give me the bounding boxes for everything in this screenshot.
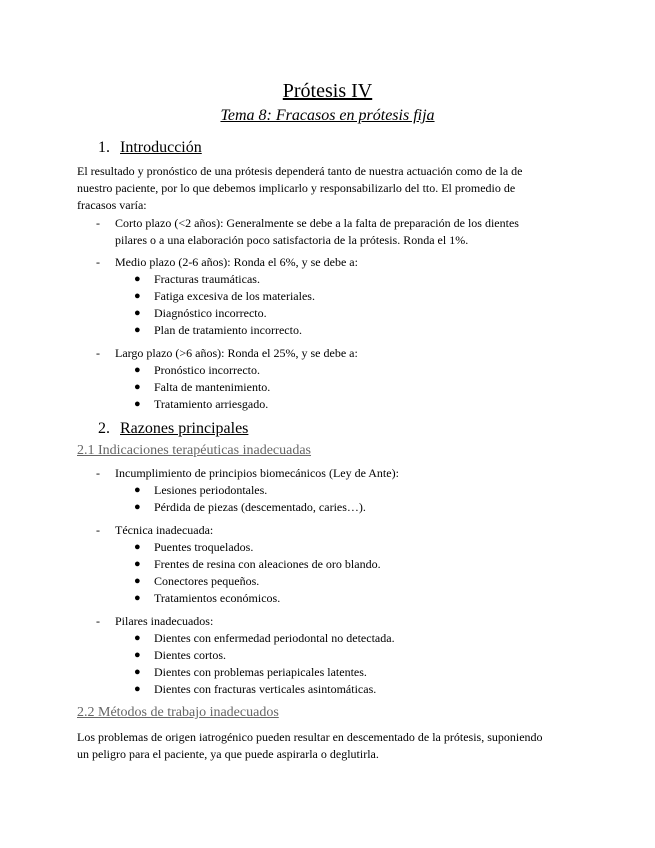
section-title: Introducción [120,139,202,156]
subsection-heading-2-1: 2.1 Indicaciones terapéuticas inadecuadas [77,443,312,458]
list-item-text: Corto plazo (<2 años): Generalmente se debe a la falta de preparación de los dientes [115,216,519,230]
bullet-text: Dientes con enfermedad periodontal no detectada. [154,631,395,645]
paragraph-line: nuestro paciente, por lo que debemos implicarlo y responsabilizarlo del tto. El promedio de [77,181,516,195]
list-item-tecnica [96,522,213,539]
bullet-text: Pérdida de piezas (descementado, caries…). [154,500,366,514]
metodos-paragraph [77,729,577,763]
bullet-item [134,499,366,516]
bullet-icon: ● [134,307,141,319]
list-item-principios [96,465,399,482]
bullet-item [134,539,254,556]
bullet-text: Dientes cortos. [154,648,226,662]
bullet-item [134,305,267,322]
dash-marker: - [96,466,100,480]
dash-marker: - [96,346,100,360]
paragraph-line: fracasos varía: [77,198,147,212]
bullet-icon: ● [134,398,141,410]
bullet-item [134,647,226,664]
bullet-text: Lesiones periodontales. [154,483,268,497]
dash-marker: - [96,614,100,628]
bullet-icon: ● [134,666,141,678]
paragraph-line: El resultado y pronóstico de una prótesis dependerá tanto de nuestra actuación como de la de [77,164,523,178]
dash-marker: - [96,216,100,230]
bullet-icon: ● [134,592,141,604]
bullet-text: Dientes con problemas periapicales latentes. [154,665,367,679]
bullet-item [134,482,268,499]
bullet-item [134,288,315,305]
bullet-text: Conectores pequeños. [154,574,260,588]
bullet-text: Fracturas traumáticas. [154,272,260,286]
bullet-item [134,681,377,698]
list-item-text: Pilares inadecuados: [115,614,214,628]
bullet-text: Dientes con fracturas verticales asintomáticas. [154,682,377,696]
bullet-icon: ● [134,290,141,302]
bullet-text: Pronóstico incorrecto. [154,363,260,377]
bullet-text: Falta de mantenimiento. [154,380,271,394]
list-item-text: Incumplimiento de principios biomecánicos (Ley de Ante): [115,466,399,480]
list-item-pilares [96,613,213,630]
list-item-text: Técnica inadecuada: [115,523,214,537]
bullet-item [134,271,260,288]
bullet-item [134,379,271,396]
bullet-text: Tratamientos económicos. [154,591,281,605]
bullet-icon: ● [134,558,141,570]
subsection-heading-2-2: 2.2 Métodos de trabajo inadecuados [77,705,279,720]
section-heading-introduccion [98,138,202,158]
bullet-item [134,590,281,607]
bullet-text: Diagnóstico incorrecto. [154,306,267,320]
bullet-text: Frentes de resina con aleaciones de oro blando. [154,557,381,571]
bullet-icon: ● [134,683,141,695]
bullet-item [134,362,260,379]
list-item-medio-plazo [96,254,358,271]
section-number: 1. [98,139,110,156]
bullet-text: Plan de tratamiento incorrecto. [154,323,302,337]
dash-marker: - [96,255,100,269]
bullet-text: Fatiga excesiva de los materiales. [154,289,315,303]
bullet-item [134,322,302,339]
bullet-icon: ● [134,541,141,553]
bullet-icon: ● [134,649,141,661]
document-subtitle: Tema 8: Fracasos en prótesis fija [220,107,435,124]
section-title: Razones principales [120,420,249,437]
bullet-text: Puentes troquelados. [154,540,254,554]
bullet-item [134,630,395,647]
list-item-text: pilares o a una elaboración poco satisfactoria de la prótesis. Ronda el 1%. [115,233,469,247]
bullet-icon: ● [134,273,141,285]
bullet-item [134,573,260,590]
paragraph-line: un peligro para el paciente, ya que puede aspirarla o deglutirla. [77,747,379,761]
list-item-corto-plazo [96,215,519,249]
bullet-item [134,396,269,413]
bullet-icon: ● [134,501,141,513]
list-item-largo-plazo [96,345,358,362]
bullet-icon: ● [134,632,141,644]
document-title: Prótesis IV [282,80,373,102]
dash-marker: - [96,523,100,537]
bullet-icon: ● [134,575,141,587]
section-heading-razones [98,419,248,439]
section-number: 2. [98,420,110,437]
intro-paragraph [77,163,577,214]
bullet-icon: ● [134,324,141,336]
bullet-item [134,664,367,681]
bullet-item [134,556,381,573]
bullet-text: Tratamiento arriesgado. [154,397,269,411]
bullet-icon: ● [134,484,141,496]
bullet-icon: ● [134,381,141,393]
list-item-text: Largo plazo (>6 años): Ronda el 25%, y se debe a: [115,346,358,360]
paragraph-line: Los problemas de origen iatrogénico pueden resultar en descementado de la prótesis, suponiendo [77,730,543,744]
list-item-text: Medio plazo (2-6 años): Ronda el 6%, y se debe a: [115,255,358,269]
bullet-icon: ● [134,364,141,376]
